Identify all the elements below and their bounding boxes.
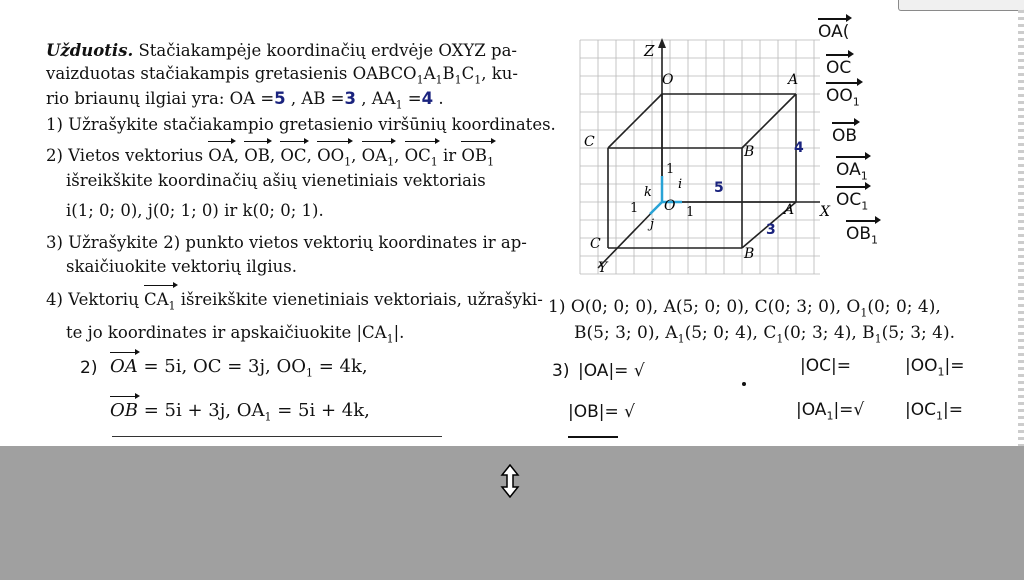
task-item-4a: 4) Vektorių $CA_1$ išreikškite vienetiniais vektoriais, užrašyki- <box>46 289 543 317</box>
page-right-edge <box>1018 10 1024 446</box>
answer-3-oc1: $|OC_1|=$ <box>905 400 963 423</box>
resize-cursor-icon[interactable] <box>500 464 520 498</box>
label-a: A <box>784 202 795 218</box>
label-len-3: 3 <box>766 222 776 238</box>
label-len-4: 4 <box>794 140 804 156</box>
label-a1: A <box>788 72 799 88</box>
label-one-x: 1 <box>686 205 695 220</box>
label-len-5: 5 <box>714 180 724 196</box>
answer-3-ob: |OB|= √ <box>568 402 635 422</box>
answer-2-line-1: OA = 5i, OC = 3j, $OO_1 = 4k$, <box>110 356 368 380</box>
task-item-1: 1) Užrašykite stačiakampio gretasienio viršūnių koordinates. <box>46 115 556 134</box>
label-k: k <box>644 185 652 200</box>
label-one-y: 1 <box>630 201 639 216</box>
label-i: i <box>678 177 683 192</box>
task-item-2c: i(1; 0; 0), j(0; 1; 0) ir k(0; 0; 1). <box>66 201 324 220</box>
vector-list-ob: OB <box>832 126 858 146</box>
task-line-1: Užduotis. Stačiakampėje koordinačių erdvėje OXYZ pa- <box>46 41 517 60</box>
answer-3-oa: |OA|= √ <box>578 361 645 381</box>
label-c1: C <box>584 134 595 150</box>
vector-list-oc: OC <box>826 58 852 78</box>
task-line-3: rio briaunų ilgiai yra: OA =5 , AB =3 , $AA_1 =4$ . <box>46 89 444 112</box>
z-axis-arrow <box>658 38 666 48</box>
answer-3-prefix: 3) <box>552 361 570 381</box>
answer-1-line-1: 1) O(0; 0; 0), A(5; 0; 0), C(0; 3; 0), $O_1(0$; 0; 4), <box>548 297 941 320</box>
answer-2-line-2: OB = 5i + 3j, $OA_1 = 5i + 4k$, <box>110 400 370 424</box>
task-item-2b: išreikškite koordinačių ašių vienetiniais vektoriais <box>66 171 486 190</box>
label-o1: O <box>662 72 674 88</box>
answer-3-oa1: $|OA_1|=√$ <box>796 400 865 423</box>
task-item-4c: te jo koordinates ir apskaičiuokite $|CA_1|$. <box>66 323 405 346</box>
vector-list-oa1: $OA_1$ <box>836 160 868 183</box>
label-z: Z <box>644 42 655 60</box>
label-b1: B <box>744 144 755 160</box>
cuboid-edges <box>598 44 820 268</box>
task-item-3a: 3) Užrašykite 2) punkto vietos vektorių koordinates ir ap- <box>46 233 527 252</box>
stray-dot <box>742 382 746 386</box>
answer-3-oo1: $|OO_1|=$ <box>905 356 965 379</box>
label-b: B <box>744 246 755 262</box>
vector-list-ob1: $OB_1$ <box>846 224 879 247</box>
answer-1-line-2: B(5; 3; 0), $A_1(5$; 0; 4), $C_1(0$; 3; 4), $B_1(5$; 3; 4). <box>574 323 956 346</box>
label-o: O <box>664 198 676 214</box>
task-item-2: 2) Vietos vektorius OA, OB, OC, $OO_1$, $OA_1$, $OC_1$ ir $OB_1$ <box>46 145 494 173</box>
vector-list-oo1: $OO_1$ <box>826 86 860 109</box>
task-line-2: vaizduotas stačiakampis gretasienis $OABCO_1A_1B_1C_1$, ku- <box>46 64 518 87</box>
cut-off-line <box>112 436 442 443</box>
label-j: j <box>650 217 655 232</box>
cuboid-diagram <box>570 30 870 280</box>
grid <box>580 40 820 274</box>
label-y: Y <box>598 260 608 276</box>
answer-2-prefix: 2) <box>80 358 98 378</box>
task-item-3b: skaičiuokite vektorių ilgius. <box>66 257 297 276</box>
window-top-bar <box>898 0 1024 11</box>
label-one-z: 1 <box>666 162 675 177</box>
vector-list-oa: OA( <box>818 22 850 42</box>
answer-3-oc: |OC|= <box>800 356 851 376</box>
vector-list-oc1: $OC_1$ <box>836 190 869 213</box>
label-x: X <box>820 204 830 220</box>
cut-off-vector <box>568 436 618 446</box>
label-c: C <box>590 236 601 252</box>
